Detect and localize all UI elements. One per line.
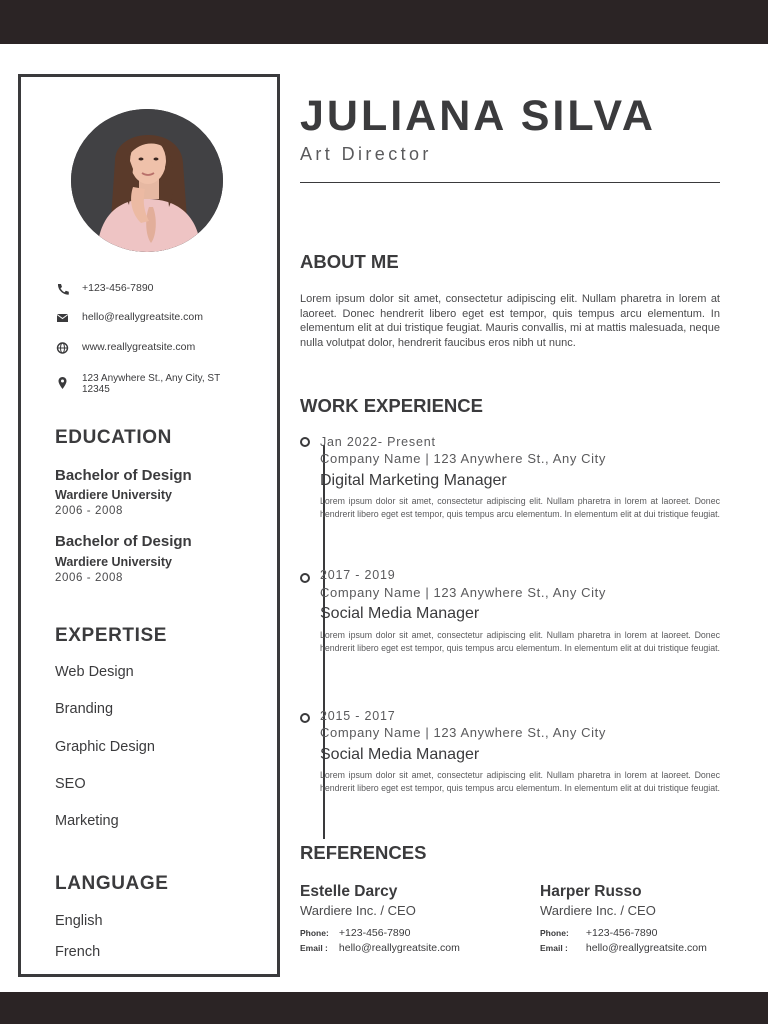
- job-date: 2015 - 2017: [320, 709, 396, 723]
- circle-icon: [300, 437, 310, 447]
- job-title: Social Media Manager: [320, 605, 480, 622]
- reference-email-value[interactable]: hello@reallygreatsite.com: [338, 942, 460, 954]
- education-years: 2006 - 2008: [55, 505, 123, 517]
- reference-email: [300, 942, 460, 954]
- candidate-name: JULIANA SILVA: [300, 92, 656, 140]
- job-date: 2017 - 2019: [320, 568, 396, 582]
- profile-photo-illustration: [71, 109, 223, 252]
- job-company: Company Name | 123 Anywhere St., Any City: [320, 725, 606, 740]
- expertise-item: Branding: [55, 701, 114, 717]
- job-company: Company Name | 123 Anywhere St., Any City: [320, 451, 606, 466]
- reference-company: Wardiere Inc. / CEO: [540, 903, 656, 918]
- reference-phone-value[interactable]: +123-456-7890: [338, 927, 411, 939]
- education-years: 2006 - 2008: [55, 572, 123, 584]
- circle-icon: [300, 713, 310, 723]
- expertise-item: Marketing: [55, 813, 119, 829]
- contact-address: [55, 373, 222, 395]
- reference-phone-value[interactable]: +123-456-7890: [585, 927, 658, 939]
- education-university: Wardiere University: [55, 488, 172, 502]
- about-text: Lorem ipsum dolor sit amet, consectetur adipiscing elit. Nullam pharetra in lorem at laoreet. Donec hendrerit libero eget est tempor, quis tempus arcu elementum. In elementum elit at dui tristique feugiat. Mauris convallis, mi at mattis malesuada, neque nulla volutpat dolor, hendrerit faucibus eros nibh ut nunc.: [300, 293, 720, 350]
- reference-phone: [540, 927, 657, 939]
- work-heading: WORK EXPERIENCE: [300, 395, 483, 416]
- job-title: Social Media Manager: [320, 746, 480, 763]
- envelope-icon: [55, 311, 71, 325]
- language-heading: LANGUAGE: [55, 873, 169, 894]
- about-heading: ABOUT ME: [300, 251, 399, 272]
- language-item: English: [55, 913, 103, 929]
- education-degree: Bachelor of Design: [55, 533, 192, 550]
- candidate-role: Art Director: [300, 144, 432, 164]
- email-label: Email :: [540, 943, 568, 953]
- header-divider: [300, 182, 720, 183]
- contact-email: [55, 312, 203, 325]
- bottom-band: [0, 992, 768, 1024]
- globe-icon: [55, 341, 71, 355]
- contact-email-text[interactable]: hello@reallygreatsite.com: [82, 311, 203, 323]
- references-heading: REFERENCES: [300, 842, 427, 863]
- contact-phone-text[interactable]: +123-456-7890: [82, 282, 154, 294]
- reference-phone: [300, 927, 410, 939]
- email-label: Email :: [300, 943, 328, 953]
- education-heading: EDUCATION: [55, 427, 172, 448]
- expertise-item: Web Design: [55, 664, 134, 680]
- expertise-item: Graphic Design: [55, 739, 155, 755]
- reference-name: Harper Russo: [540, 883, 642, 900]
- profile-photo: [71, 109, 223, 252]
- job-company: Company Name | 123 Anywhere St., Any City: [320, 585, 606, 600]
- expertise-heading: EXPERTISE: [55, 625, 168, 646]
- job-description: Lorem ipsum dolor sit amet, consectetur adipiscing elit. Nullam pharetra in lorem at laoreet. Donec hendrerit libero eget est tempor, quis tempus arcu elementum. In elementum elit at dui tristique feugiat.: [320, 630, 720, 653]
- map-pin-icon: [55, 376, 71, 390]
- job-description: Lorem ipsum dolor sit amet, consectetur adipiscing elit. Nullam pharetra in lorem at laoreet. Donec hendrerit libero eget est tempor, quis tempus arcu elementum. In elementum elit at dui tristique feugiat.: [320, 496, 720, 519]
- contact-phone: [55, 283, 154, 296]
- phone-icon: [55, 282, 71, 296]
- contact-address-text: 123 Anywhere St., Any City, ST 12345: [82, 373, 221, 395]
- contact-website: [55, 342, 195, 355]
- phone-label: Phone:: [300, 928, 329, 938]
- phone-label: Phone:: [540, 928, 569, 938]
- expertise-item: SEO: [55, 776, 86, 792]
- circle-icon: [300, 573, 310, 583]
- reference-email: [540, 942, 707, 954]
- top-band: [0, 0, 768, 44]
- job-title: Digital Marketing Manager: [320, 472, 507, 489]
- reference-company: Wardiere Inc. / CEO: [300, 903, 416, 918]
- contact-website-text[interactable]: www.reallygreatsite.com: [82, 341, 196, 353]
- job-description: Lorem ipsum dolor sit amet, consectetur adipiscing elit. Nullam pharetra in lorem at laoreet. Donec hendrerit libero eget est tempor, quis tempus arcu elementum. In elementum elit at dui tristique feugiat.: [320, 770, 720, 793]
- reference-email-value[interactable]: hello@reallygreatsite.com: [585, 942, 707, 954]
- language-item: French: [55, 944, 101, 960]
- education-university: Wardiere University: [55, 555, 172, 569]
- reference-name: Estelle Darcy: [300, 883, 398, 900]
- job-date: Jan 2022- Present: [320, 435, 436, 449]
- education-degree: Bachelor of Design: [55, 467, 192, 484]
